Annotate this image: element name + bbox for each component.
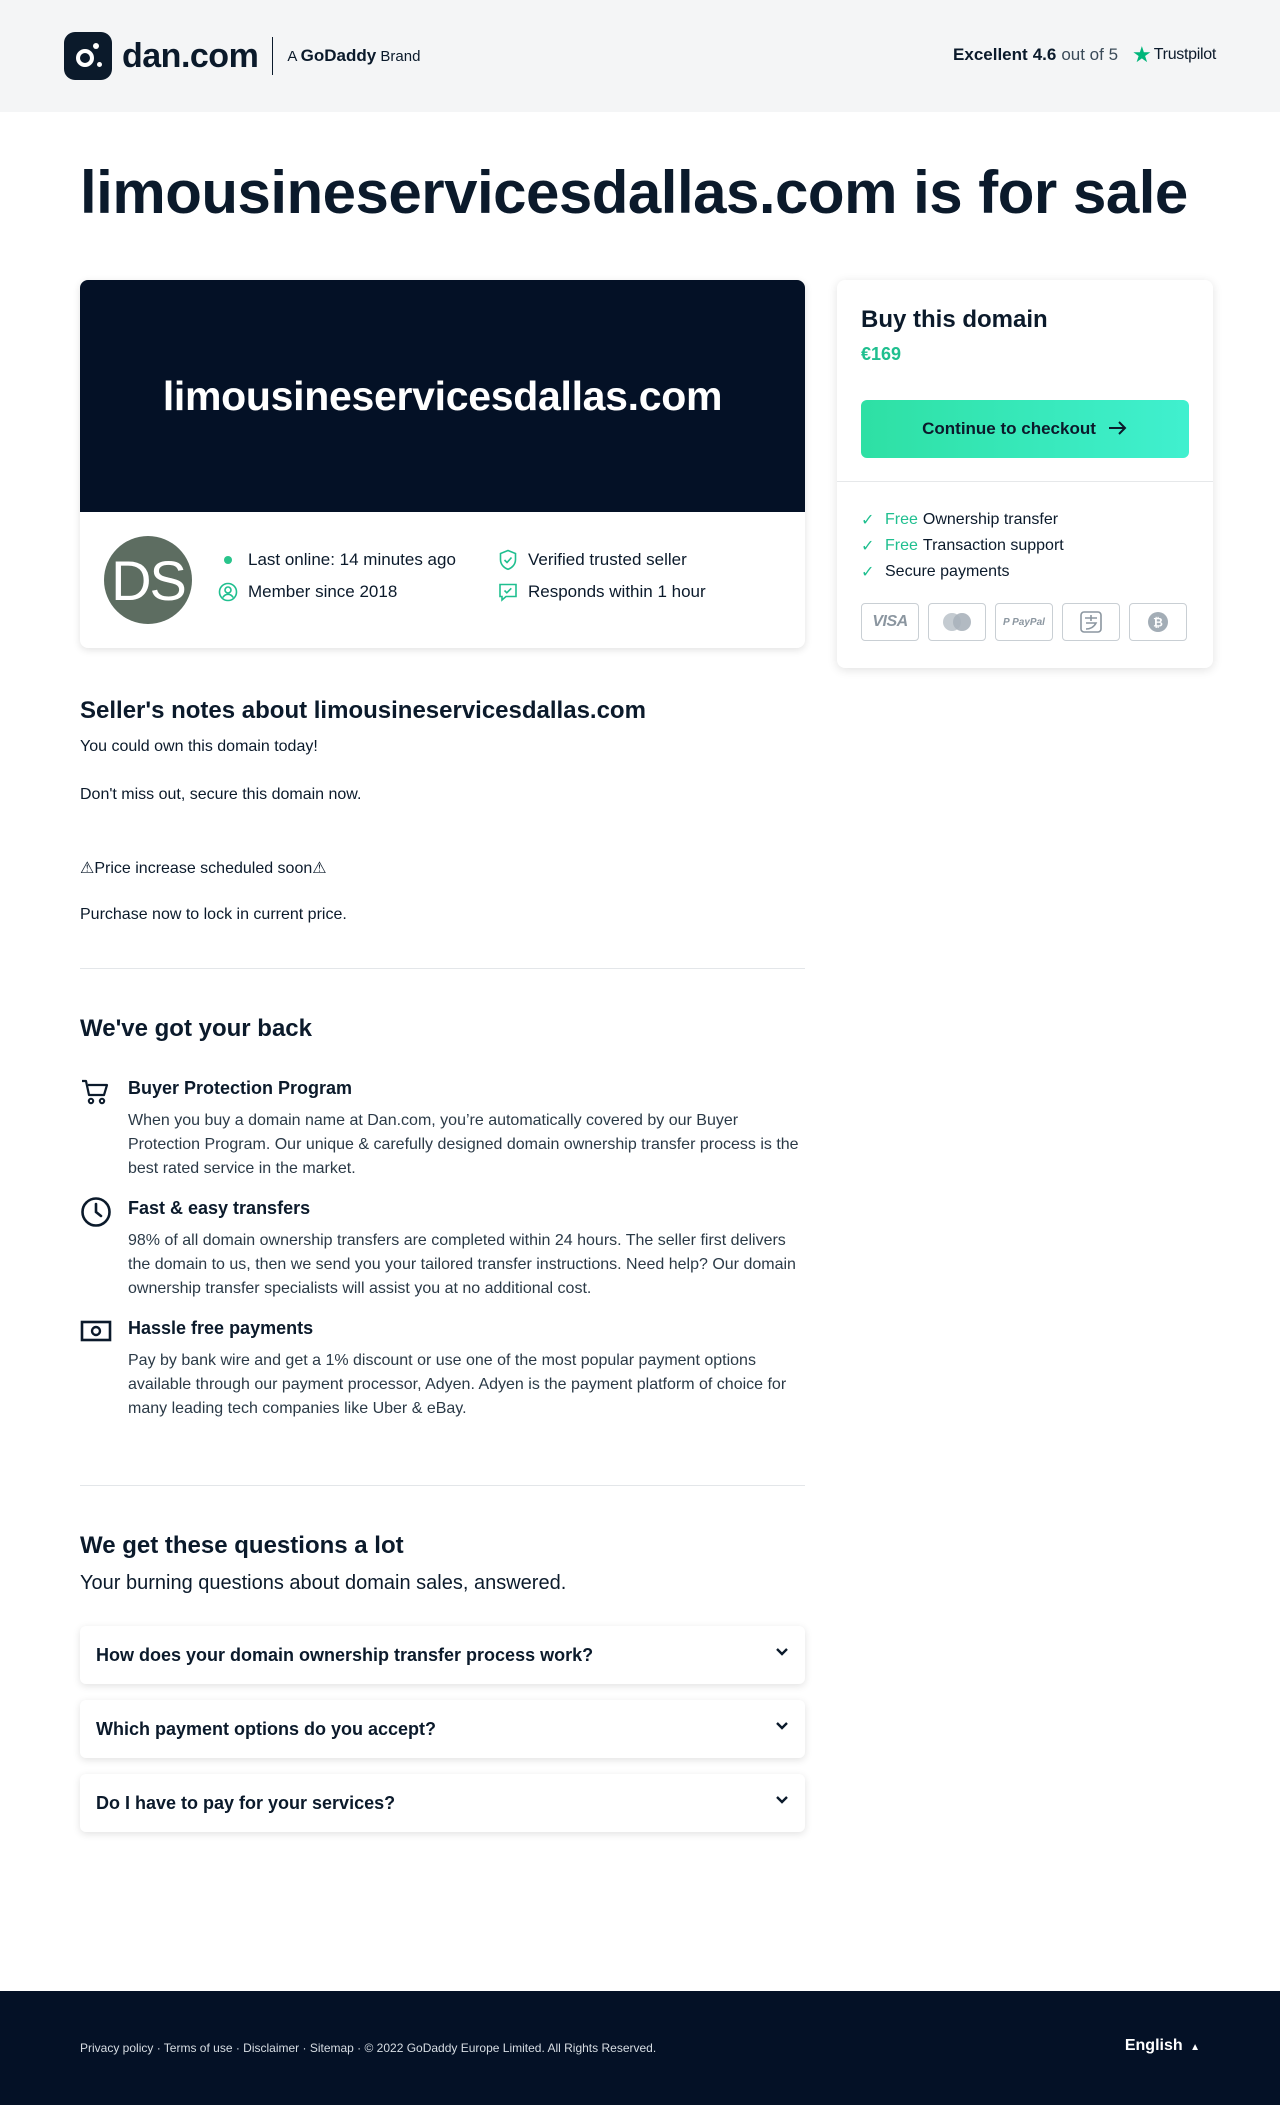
title-suffix: is for sale xyxy=(913,159,1188,226)
dan-logo[interactable] xyxy=(64,32,420,80)
caret-up-icon: ▲ xyxy=(1190,2042,1200,2053)
note-line: You could own this domain today! xyxy=(80,738,318,755)
features-title: We've got your back xyxy=(80,1015,312,1042)
buy-card xyxy=(837,280,1213,668)
cart-icon xyxy=(80,1077,110,1107)
checkout-label: Continue to checkout xyxy=(922,419,1096,438)
divider xyxy=(80,1485,805,1486)
logo-divider xyxy=(272,37,273,75)
seller-info xyxy=(80,512,805,648)
check-icon: ✓ xyxy=(861,512,875,529)
chevron-down-icon xyxy=(775,1792,789,1810)
trustpilot-rating[interactable] xyxy=(953,44,1216,66)
note-line: Don't miss out, secure this domain now. xyxy=(80,786,362,803)
response-time xyxy=(496,580,706,604)
responds-text: Responds within 1 hour xyxy=(528,582,706,601)
rating-label: Excellent xyxy=(953,45,1028,64)
arrow-right-icon xyxy=(1108,416,1128,442)
feature-title: Buyer Protection Program xyxy=(128,1078,353,1098)
verified-seller xyxy=(496,548,687,572)
chevron-down-icon xyxy=(775,1718,789,1736)
perk-secure-payments xyxy=(861,559,1064,585)
logo-mark-icon xyxy=(64,32,112,80)
alipay-icon xyxy=(1062,603,1120,641)
domain-banner xyxy=(80,280,805,512)
feature-title: Fast & easy transfers xyxy=(128,1198,311,1218)
chevron-down-icon xyxy=(775,1644,789,1662)
faq-item[interactable] xyxy=(80,1700,805,1758)
shield-check-icon xyxy=(496,548,520,572)
logo-text: dan.com xyxy=(122,36,259,75)
last-online-text: Last online: 14 minutes ago xyxy=(248,550,456,569)
note-line: Purchase now to lock in current price. xyxy=(80,906,347,923)
green-dot-icon xyxy=(216,548,240,572)
trustpilot-star-icon: ★ xyxy=(1132,42,1152,67)
perk-label: Transaction support xyxy=(922,537,1064,554)
clock-icon xyxy=(80,1196,110,1226)
perk-label: Ownership transfer xyxy=(922,511,1059,528)
perk-transaction-support xyxy=(861,533,1064,559)
paypal-icon: P PayPal xyxy=(995,603,1053,641)
perks-list xyxy=(861,507,1064,585)
banner-domain: limousineservicesdallas.com xyxy=(162,372,723,419)
faq-subtitle: Your burning questions about domain sales, answered. xyxy=(80,1572,567,1594)
title-domain: limousineservicesdallas.com xyxy=(80,159,897,226)
verified-text: Verified trusted seller xyxy=(528,550,687,569)
notes-title: Seller's notes about limousineservicesdallas.com xyxy=(80,697,646,724)
member-since-text: Member since 2018 xyxy=(248,582,398,601)
checkout-button[interactable] xyxy=(861,400,1189,458)
svg-text:₿: ₿ xyxy=(1153,615,1163,630)
buy-title: Buy this domain xyxy=(861,306,1048,333)
page-title xyxy=(80,158,1188,227)
note-line: ⚠Price increase scheduled soon⚠ xyxy=(80,860,327,877)
divider xyxy=(837,481,1213,482)
footer-links[interactable]: Privacy policy · Terms of use · Disclaimer · Sitemap · © 2022 GoDaddy Europe Limited. All Rights Reserved. xyxy=(80,2041,657,2055)
chat-check-icon xyxy=(496,580,520,604)
godaddy-brand: A GoDaddy Brand xyxy=(287,46,421,65)
language-selector[interactable] xyxy=(1125,2037,1200,2055)
feature-body: When you buy a domain name at Dan.com, you’re automatically covered by our Buyer Protection Program. Our unique & carefully designed domain ownership transfer process is the best rated service in the market. xyxy=(128,1112,799,1177)
rating-out-of: out of 5 xyxy=(1061,45,1119,64)
user-circle-icon xyxy=(216,580,240,604)
faq-question: Which payment options do you accept? xyxy=(96,1718,437,1739)
cash-icon xyxy=(80,1316,110,1346)
check-icon: ✓ xyxy=(861,538,875,555)
mastercard-icon xyxy=(928,603,986,641)
avatar: DS xyxy=(104,536,192,624)
perk-free: Free xyxy=(885,511,918,528)
perk-label: Secure payments xyxy=(885,563,1010,580)
faq-item[interactable] xyxy=(80,1626,805,1684)
visa-icon: VISA xyxy=(861,603,919,641)
feature-title: Hassle free payments xyxy=(128,1318,314,1338)
top-header xyxy=(0,0,1280,112)
language-label: English xyxy=(1124,2037,1183,2054)
bitcoin-icon xyxy=(1129,603,1187,641)
feature-body: 98% of all domain ownership transfers are completed within 24 hours. The seller first delivers the domain to us, then we send you your tailored transfer instructions. Need help? Our domain ownership transfer specialists will assist you at no additional cost. xyxy=(128,1232,796,1297)
faq-item[interactable] xyxy=(80,1774,805,1832)
footer xyxy=(0,1991,1280,2105)
price: €169 xyxy=(861,344,902,364)
faq-question: Do I have to pay for your services? xyxy=(96,1792,396,1813)
rating-score: 4.6 xyxy=(1032,45,1057,64)
domain-card xyxy=(80,280,805,648)
last-online xyxy=(216,548,456,572)
member-since xyxy=(216,580,397,604)
trustpilot-label: Trustpilot xyxy=(1153,46,1216,63)
perk-free: Free xyxy=(885,537,918,554)
faq-title: We get these questions a lot xyxy=(80,1532,404,1559)
perk-ownership-transfer xyxy=(861,507,1064,533)
faq-question: How does your domain ownership transfer process work? xyxy=(96,1644,594,1665)
check-icon: ✓ xyxy=(861,564,875,581)
feature-body: Pay by bank wire and get a 1% discount or use one of the most popular payment options available through our payment processor, Adyen. Adyen is the payment platform of choice for many leading tech companies like Uber & eBay. xyxy=(128,1352,787,1417)
payment-methods xyxy=(861,603,1196,641)
divider xyxy=(80,968,805,969)
